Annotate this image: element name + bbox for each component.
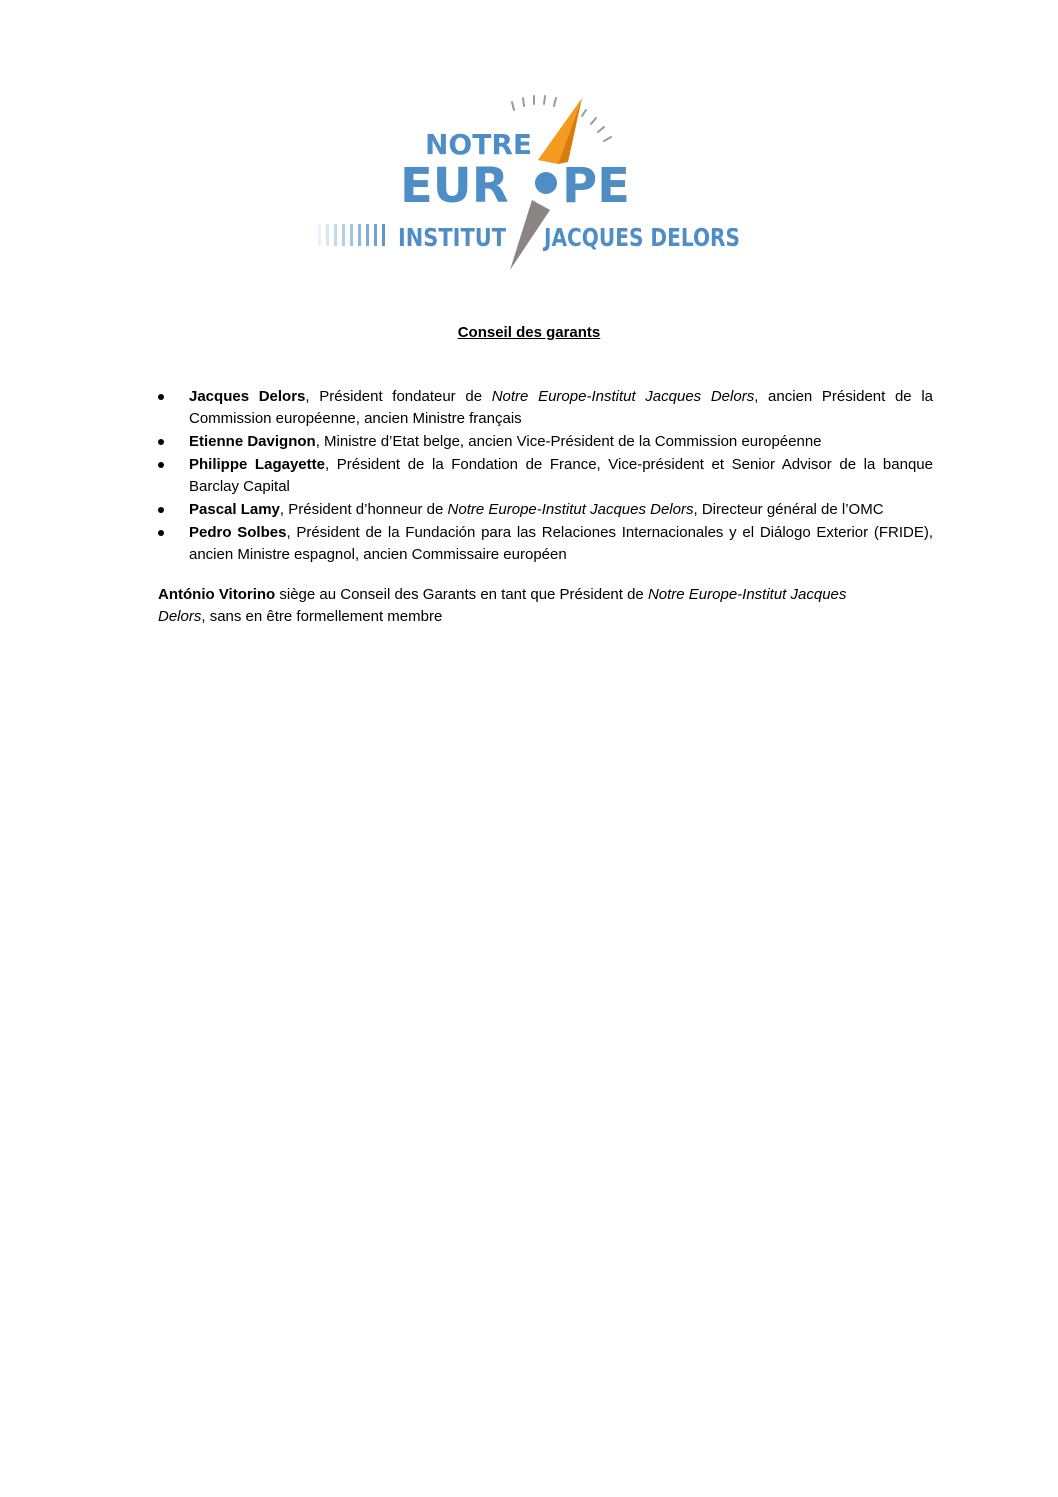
member-text: , Président de la Fondation de France, Vice-président et Senior Advisor de la banque Barclay Capital: [189, 456, 933, 495]
member-name: Pedro Solbes: [189, 524, 287, 541]
member-text: , Ministre d’Etat belge, ancien Vice-Président de la Commission européenne: [315, 433, 822, 450]
member-institution: Notre Europe-Institut Jacques Delors: [491, 388, 755, 405]
member-name: Etienne Davignon: [189, 433, 316, 450]
logo-line1: NOTRE: [425, 128, 533, 161]
compass-center: [535, 172, 557, 194]
members-list: [158, 386, 933, 567]
chair-institution: Notre Europe-Institut Jacques Delors: [158, 586, 847, 625]
logo-jacques-delors: JACQUES DELORS: [542, 223, 740, 252]
member-name: Philippe Lagayette: [189, 456, 325, 473]
member-institution: Notre Europe-Institut Jacques Delors: [447, 501, 694, 518]
bullet-icon: [158, 530, 164, 536]
logo-institut: INSTITUT: [398, 223, 506, 252]
member-name: Pascal Lamy: [189, 501, 280, 518]
list-item: [158, 499, 933, 521]
member-name: Jacques Delors: [189, 388, 306, 405]
list-item: [158, 431, 933, 453]
bullet-icon: [158, 394, 164, 400]
bullet-icon: [158, 462, 164, 468]
document-title: Conseil des garants: [457, 324, 601, 341]
member-text-after: , ancien Président de la Commission européenne, ancien Ministre français: [189, 388, 934, 427]
chair-note: [158, 584, 898, 628]
needle-orange: [538, 98, 582, 164]
notre-europe-logo: [300, 88, 760, 278]
list-item: [158, 522, 933, 566]
member-text: , Président de la Fundación para las Relaciones Internacionales y el Diálogo Exterior (FRIDE), ancien Ministre espagnol, ancien Commissaire européen: [189, 524, 934, 563]
chair-name: António Vitorino: [158, 586, 276, 603]
logo-line2-left: EUR: [400, 158, 509, 214]
logo-line2-right: PE: [562, 158, 630, 214]
member-text: , Président d’honneur de: [279, 501, 448, 518]
chair-text: siège au Conseil des Garants en tant que Président de: [275, 586, 648, 603]
fading-bars: [318, 224, 385, 246]
bullet-icon: [158, 439, 164, 445]
bullet-icon: [158, 507, 164, 513]
list-item: [158, 386, 933, 430]
chair-text-after: , sans en être formellement membre: [201, 608, 443, 625]
member-text: , Président fondateur de: [305, 388, 492, 405]
list-item: [158, 454, 933, 498]
member-text-after: , Directeur général de l’OMC: [693, 501, 884, 518]
